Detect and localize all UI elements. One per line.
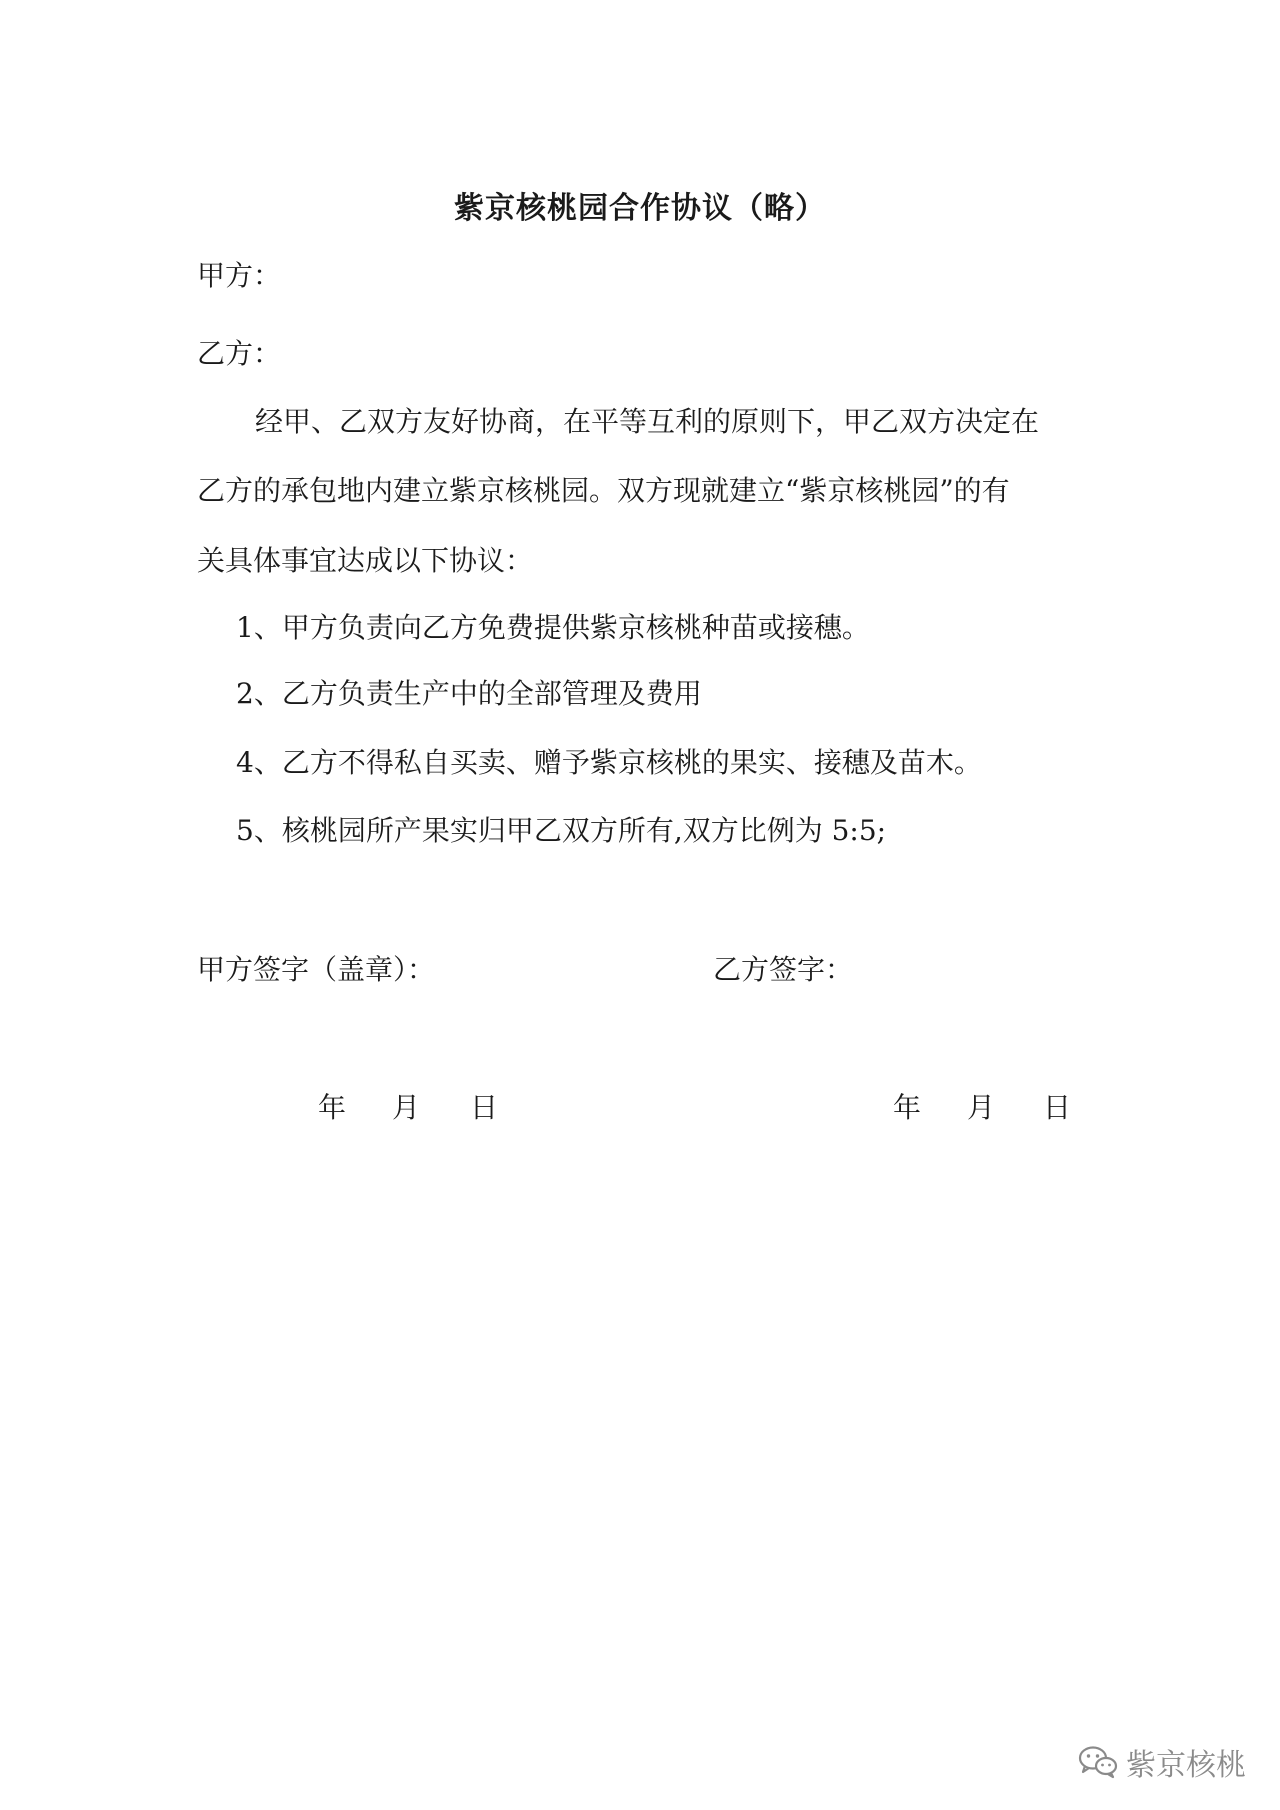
intro-line-1: 经甲、乙双方友好协商，在平等互利的原则下，甲乙双方决定在 xyxy=(255,405,1040,438)
party-b-label: 乙方： xyxy=(197,337,282,370)
clause-1: 1、甲方负责向乙方免费提供紫京核桃种苗或接穗。 xyxy=(236,611,870,644)
date-a-day: 日 xyxy=(470,1091,499,1124)
watermark xyxy=(1078,1740,1246,1784)
intro-line-2: 乙方的承包地内建立紫京核桃园。双方现就建立“紫京核桃园”的有 xyxy=(197,474,1010,507)
date-b-year: 年 xyxy=(893,1091,922,1124)
date-a-month: 月 xyxy=(392,1091,421,1124)
wechat-icon xyxy=(1078,1745,1118,1779)
intro-line-3: 关具体事宜达成以下协议： xyxy=(197,544,534,577)
party-a-label: 甲方： xyxy=(197,259,282,292)
document-title: 紫京核桃园合作协议（略） xyxy=(454,191,826,226)
signature-a-label: 甲方签字（盖章）： xyxy=(197,953,436,986)
clause-5: 5、核桃园所产果实归甲乙双方所有,双方比例为 5:5; xyxy=(236,814,887,847)
date-b-day: 日 xyxy=(1043,1091,1072,1124)
clause-2: 2、乙方负责生产中的全部管理及费用 xyxy=(236,677,702,710)
signature-b-label: 乙方签字： xyxy=(713,953,854,986)
date-a-year: 年 xyxy=(318,1091,347,1124)
watermark-text: 紫京核桃 xyxy=(1126,1748,1246,1783)
clause-4: 4、乙方不得私自买卖、赠予紫京核桃的果实、接穗及苗木。 xyxy=(236,746,982,779)
date-b-month: 月 xyxy=(967,1091,996,1124)
